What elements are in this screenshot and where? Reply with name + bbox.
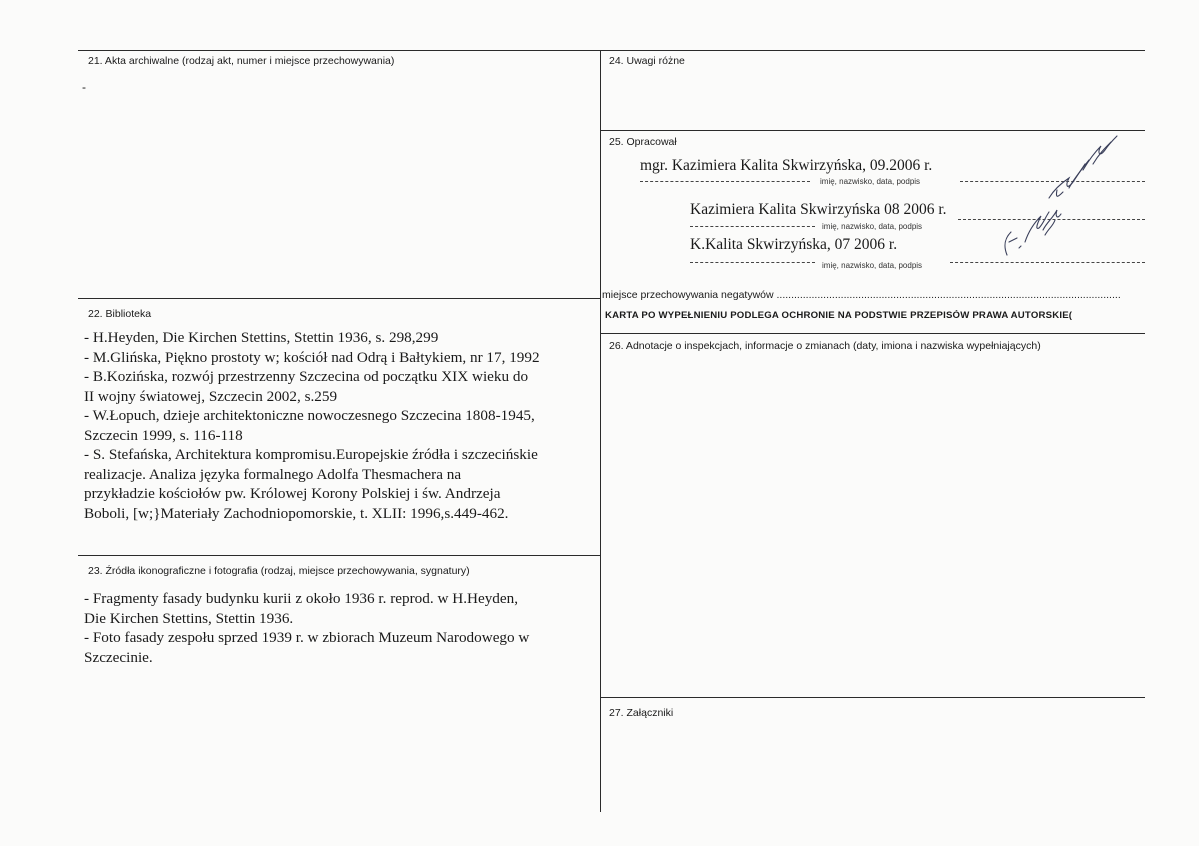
copyright-note: KARTA PO WYPEŁNIENIU PODLEGA OCHRONIE NA PODSTWIE PRZEPISÓW PRAWA AUTORSKIE( — [605, 310, 1073, 321]
bibliography-line: Boboli, [w;}Materiały Zachodniopomorskie, t. XLII: 1996,s.449-462. — [84, 504, 509, 522]
section-27-label: 27. Załączniki — [609, 707, 674, 719]
divider-21-22 — [78, 298, 600, 299]
author-entry-3-name: K.Kalita Skwirzyńska, 07 2006 r. — [690, 236, 898, 253]
bibliography-line: przykładzie kościołów pw. Królowej Korony Polskiej i św. Andrzeja — [84, 485, 501, 502]
author-entry-2-dashline — [690, 226, 815, 227]
section-26-label: 26. Adnotacje o inspekcjach, informacje o zmianach (daty, imiona i nazwiska wypełniających) — [609, 340, 1041, 352]
divider-25-negatives — [590, 298, 600, 299]
bibliography-line: realizacje. Analiza języka formalnego Adolfa Thesmachera na — [84, 465, 462, 483]
source-line: Die Kirchen Stettins, Stettin 1936. — [84, 609, 294, 627]
bibliography-line: - S. Stefańska, Architektura kompromisu.Europejskie źródła i szczecińskie — [84, 446, 538, 463]
section-22-bibliography — [84, 328, 540, 523]
top-border — [78, 50, 1145, 51]
section-23-sources — [84, 589, 529, 667]
divider-copyright-26 — [600, 333, 1145, 334]
source-line: - Fragmenty fasady budynku kurii z około 1936 r. reprod. w H.Heyden, — [84, 590, 519, 607]
handwritten-signature — [985, 130, 1135, 270]
divider-26-27 — [600, 697, 1145, 698]
source-line: Szczecinie. — [84, 648, 153, 666]
section-23-label: 23. Źródła ikonograficzne i fotografia (rodzaj, miejsce przechowywania, sygnatury) — [88, 565, 470, 577]
author-entry-2-name: Kazimiera Kalita Skwirzyńska 08 2006 r. — [690, 201, 947, 218]
bibliography-line: - M.Glińska, Piękno prostoty w; kościół nad Odrą i Bałtykiem, nr 17, 1992 — [84, 348, 540, 366]
source-line: - Foto fasady zespołu sprzed 1939 r. w zbiorach Muzeum Narodowego w — [84, 629, 530, 646]
bibliography-line: - H.Heyden, Die Kirchen Stettins, Stettin 1936, s. 298,299 — [84, 329, 439, 346]
negatives-location: miejsce przechowywania negatywów ...................................................................................................................... — [602, 289, 1121, 301]
section-21-value: - — [82, 80, 86, 94]
author-entry-3-dashline — [690, 262, 815, 263]
divider-22-23 — [78, 555, 600, 556]
bibliography-line: II wojny światowej, Szczecin 2002, s.259 — [84, 387, 338, 405]
section-21-label: 21. Akta archiwalne (rodzaj akt, numer i miejsce przechowywania) — [88, 55, 395, 67]
author-entry-1-dashline — [640, 181, 810, 182]
bibliography-line: Szczecin 1999, s. 116-118 — [84, 426, 243, 444]
author-entry-2-sublabel: imię, nazwisko, data, podpis — [822, 222, 923, 231]
author-entry-1-sublabel: imię, nazwisko, data, podpis — [820, 177, 921, 186]
bibliography-line: - W.Łopuch, dzieje architektoniczne nowoczesnego Szczecina 1808-1945, — [84, 407, 535, 424]
author-entry-3-sublabel: imię, nazwisko, data, podpis — [822, 261, 923, 270]
section-24-label: 24. Uwagi różne — [609, 55, 685, 67]
bibliography-line: - B.Kozińska, rozwój przestrzenny Szczecina od początku XIX wieku do — [84, 368, 529, 385]
section-22-label: 22. Biblioteka — [88, 308, 152, 320]
author-entry-1-name: mgr. Kazimiera Kalita Skwirzyńska, 09.2006 r. — [640, 157, 933, 174]
section-25-label: 25. Opracował — [609, 136, 677, 148]
